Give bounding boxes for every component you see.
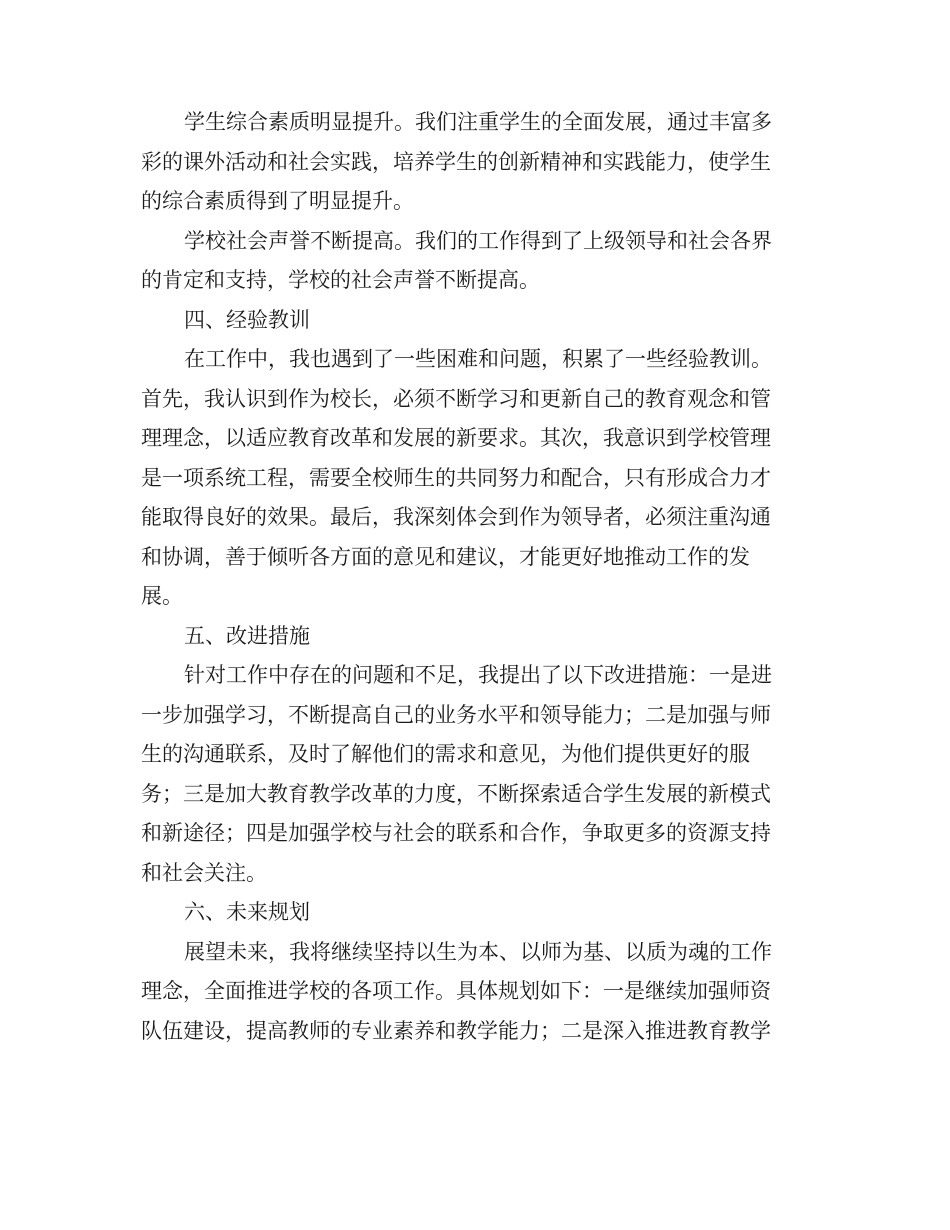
text-line: 在工作中，我也遇到了一些困难和问题，积累了一些经验教训。: [184, 347, 772, 371]
text-line: 首先，我认识到作为校长，必须不断学习和更新自己的教育观念和管: [141, 386, 771, 411]
section-heading: [141, 617, 795, 657]
heading-text: 四、经验教训: [184, 307, 310, 332]
text-line: 和新途径；四是加强学校与社会的联系和合作，争取更多的资源支持: [141, 821, 771, 845]
text-line: 生的沟通联系，及时了解他们的需求和意见，为他们提供更好的服: [141, 742, 750, 766]
heading-text: 六、未来规划: [184, 900, 310, 924]
text-line: 能取得良好的效果。最后，我深刻体会到作为领导者，必须注重沟通: [141, 505, 771, 529]
text-line: 的综合素质得到了明显提升。: [141, 189, 414, 213]
text-line: 展。: [141, 584, 183, 608]
section-heading: [141, 301, 795, 341]
paragraph: [141, 933, 795, 1052]
text-line: 彩的课外活动和社会实践，培养学生的创新精神和实践能力，使学生: [141, 149, 771, 174]
text-line: 针对工作中存在的问题和不足，我提出了以下改进措施：一是进: [184, 663, 772, 687]
text-line: 的肯定和支持，学校的社会声誉不断提高。: [141, 268, 540, 292]
paragraph: [141, 222, 795, 301]
paragraph: [141, 656, 795, 893]
text-line: 展望未来，我将继续坚持以生为本、以师为基、以质为魂的工作: [184, 939, 772, 964]
text-line: 是一项系统工程，需要全校师生的共同努力和配合，只有形成合力才: [141, 465, 771, 490]
text-line: 一步加强学习，不断提高自己的业务水平和领导能力；二是加强与师: [141, 702, 771, 727]
text-line: 队伍建设，提高教师的专业素养和教学能力；二是深入推进教育教学: [141, 1018, 771, 1043]
text-line: 和社会关注。: [141, 860, 267, 885]
text-line: 和协调，善于倾听各方面的意见和建议，才能更好地推动工作的发: [141, 544, 750, 569]
text-line: 学生综合素质明显提升。我们注重学生的全面发展，通过丰富多: [184, 110, 772, 134]
text-line: 理念，全面推进学校的各项工作。具体规划如下：一是继续加强师资: [141, 979, 771, 1003]
text-line: 学校社会声誉不断提高。我们的工作得到了上级领导和社会各界: [184, 228, 772, 253]
document-body: [141, 103, 795, 1051]
paragraph: [141, 103, 795, 222]
text-line: 务；三是加大教育教学改革的力度，不断探索适合学生发展的新模式: [141, 781, 771, 806]
paragraph: [141, 340, 795, 617]
section-heading: [141, 893, 795, 933]
text-line: 理理念，以适应教育改革和发展的新要求。其次，我意识到学校管理: [141, 426, 771, 450]
heading-text: 五、改进措施: [184, 623, 310, 648]
